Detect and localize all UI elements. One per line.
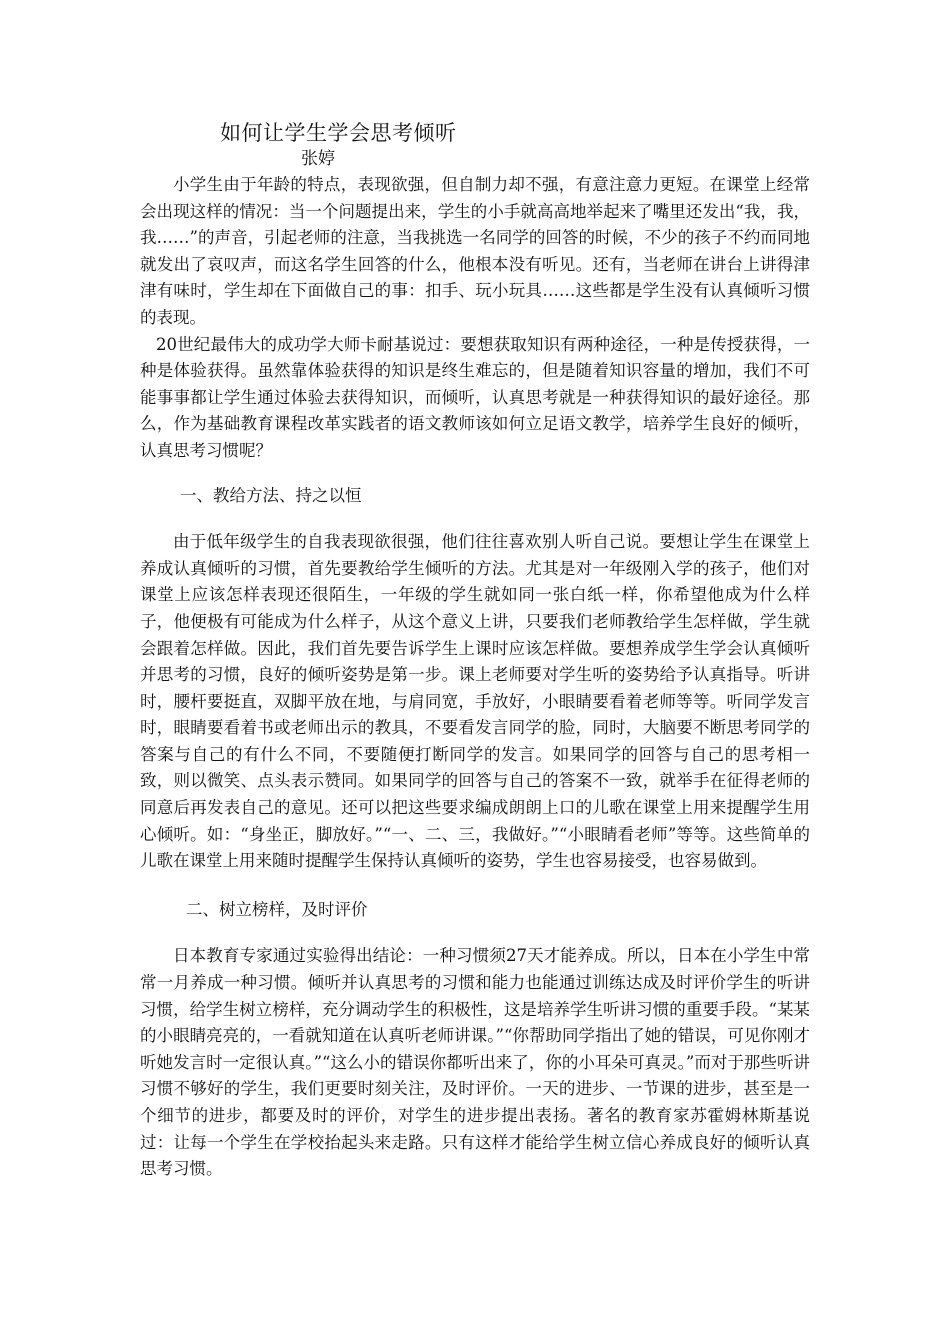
document-author: 张婷 [301,149,335,169]
section-1-body: 由于低年级学生的自我表现欲很强，他们往往喜欢别人听自己说。要想让学生在课堂上养成认真倾听的习惯，首先要教给学生倾听的方法。尤其是对一年级刚入学的孩子，他们对课堂上应该怎样表现还很陌生，一年级的学生就如同一张白纸一样，你希望他成为什么样子，他便极有可能成为什么样子，从这个意义上讲，只要我们老师教给学生怎样做，学生就会跟着怎样做。因此，我们首先要告诉学生上课时应该怎样做。要想养成学生学会认真倾听并思考的习惯，良好的倾听姿势是第一步。课上老师要对学生听的姿势给予认真指导。听讲时，腰杆要挺直，双脚平放在地，与肩同宽，手放好，小眼睛要看着老师等等。听同学发言时，眼睛要看着书或老师出示的教具，不要看发言同学的脸，同时，大脑要不断思考同学的答案与自己的有什么不同，不要随便打断同学的发言。如果同学的回答与自己的思考相一致，则以微笑、点头表示赞同。如果同学的回答与自己的答案不一致，就举手在征得老师的同意后再发表自己的意见。还可以把这些要求编成朗朗上口的儿歌在课堂上用来提醒学生用心倾听。如：“身坐正，脚放好。”“一、二、三，我做好。”“小眼睛看老师”等等。这些简单的儿歌在课堂上用来随时提醒学生保持认真倾听的姿势，学生也容易接受，也容易做到。 [140,532,810,871]
intro-paragraph-2: 20世纪最伟大的成功学大师卡耐基说过：要想获取知识有两种途径，一种是传授获得，一种是体验获得。虽然靠体验获得的知识是终生难忘的，但是随着知识容量的增加，我们不可能事事都让学生通过体验去获得知识，而倾听，认真思考就是一种获得知识的最好途径。那么，作为基础教育课程改革实践者的语文教师该如何立足语文教学，培养学生良好的倾听，认真思考习惯呢？ [140,334,810,460]
section-1-heading: 一、教给方法、持之以恒 [180,485,362,505]
section-2-body: 日本教育专家通过实验得出结论：一种习惯须27天才能养成。所以，日本在小学生中常常一月养成一种习惯。倾听并认真思考的习惯和能力也能通过训练达成及时评价学生的听讲习惯，给学生树立榜样，充分调动学生的积极性，这是培养学生听讲习惯的重要手段。“某某的小眼睛亮亮的，一看就知道在认真听老师讲课。”“你帮助同学指出了她的错误，可见你刚才听她发言时一定很认真。”“这么小的错误你都听出来了，你的小耳朵可真灵。”而对于那些听讲习惯不够好的学生，我们更要时刻关注，及时评价。一天的进步、一节课的进步，甚至是一个细节的进步，都要及时的评价，对学生的进步提出表扬。著名的教育家苏霍姆林斯基说过：让每一个学生在学校抬起头来走路。只有这样才能给学生树立信心养成良好的倾听认真思考习惯。 [140,946,810,1179]
intro-paragraph-1: 小学生由于年龄的特点，表现欲强，但自制力却不强，有意注意力更短。在课堂上经常会出现这样的情况：当一个问题提出来，学生的小手就高高地举起来了嘴里还发出“我，我，我……”的声音，引起老师的注意，当我挑选一名同学的回答的时候，不少的孩子不约而同地就发出了哀叹声，而这名学生回答的什么，他根本没有听见。还有，当老师在讲台上讲得津津有味时，学生却在下面做自己的事：扣手、玩小玩具……这些都是学生没有认真倾听习惯的表现。 [140,175,810,327]
document-title: 如何让学生学会思考倾听 [220,121,457,145]
document-page [140,118,810,1183]
section-2-heading: 二、树立榜样，及时评价 [186,899,368,919]
